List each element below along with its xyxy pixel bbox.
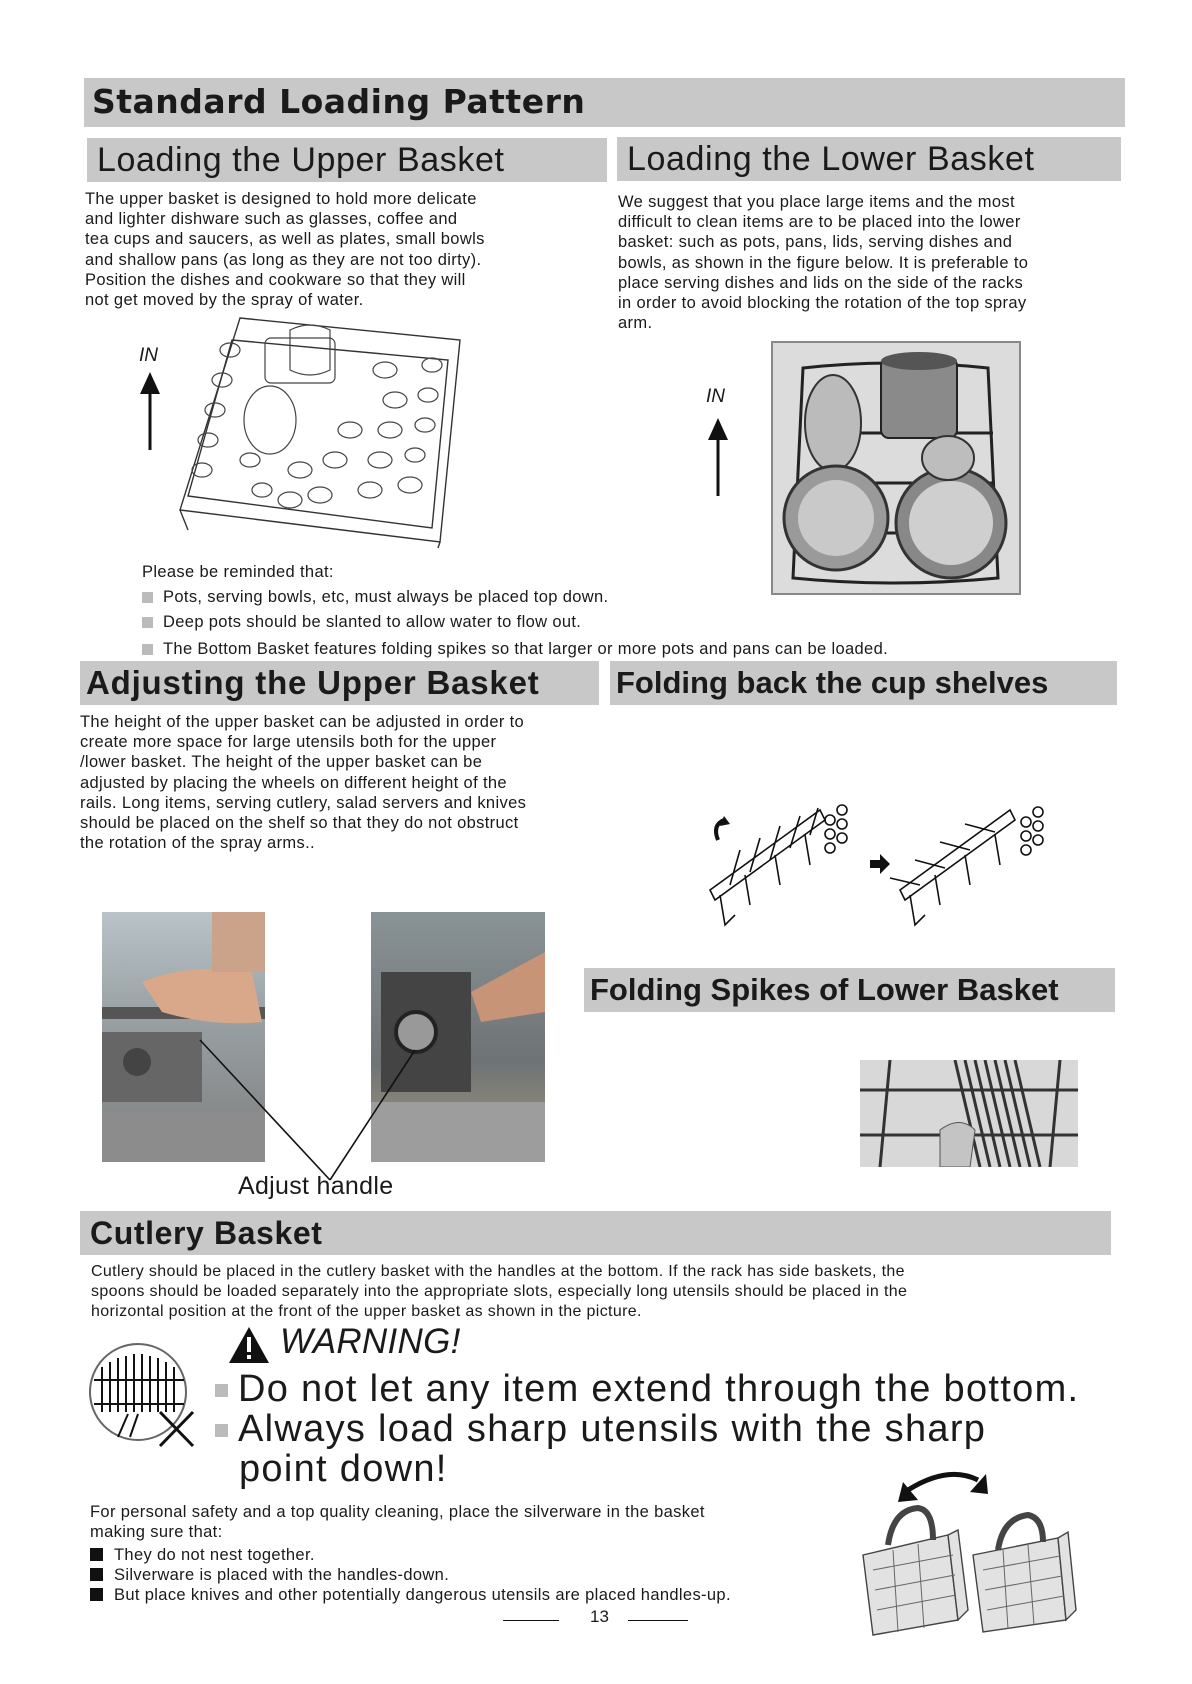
reminder-item: The Bottom Basket features folding spikes so that larger or more pots and pans can be loaded. xyxy=(142,640,888,659)
bullet-icon xyxy=(142,617,153,628)
bullet-icon xyxy=(142,592,153,603)
spikes-illustration xyxy=(860,1060,1078,1167)
reminder-item: Pots, serving bowls, etc, must always be placed top down. xyxy=(142,588,609,607)
bullet-icon xyxy=(215,1384,228,1397)
safety-item: They do not nest together. xyxy=(90,1546,315,1565)
cup-shelves-illustration xyxy=(700,790,1060,930)
upper-in-arrow-icon xyxy=(137,372,163,452)
folding-spikes-heading: Folding Spikes of Lower Basket xyxy=(584,968,1115,1012)
bullet-icon xyxy=(90,1568,103,1581)
upper-basket-text: The upper basket is designed to hold more delicate and lighter dishware such as glasses, coffee and tea cups and saucers, as well as plates, small bowls and shallow pans (as long as they are not too dirty). Position the dishes and cookware so that they will not get moved by the spray of water. xyxy=(85,190,485,310)
warning-line-1: Do not let any item extend through the bottom. xyxy=(215,1369,1079,1409)
cutlery-text: Cutlery should be placed in the cutlery basket with the handles at the bottom. If the rack has side baskets, the spoons should be loaded separately into the appropriate slots, especially long utensils should be placed in the horizontal position at the front of the upper basket as shown in the picture. xyxy=(91,1263,908,1320)
lower-in-arrow-icon xyxy=(705,418,731,498)
page-number: 13 xyxy=(590,1607,609,1626)
cup-shelves-heading: Folding back the cup shelves xyxy=(610,661,1117,705)
adjust-handle-callout-lines xyxy=(190,1035,430,1185)
page-number-rule-right xyxy=(628,1620,688,1621)
bullet-icon xyxy=(142,644,153,655)
upper-basket-heading: Loading the Upper Basket xyxy=(87,138,607,182)
lower-basket-image xyxy=(771,341,1021,595)
safety-item: But place knives and other potentially dangerous utensils are placed handles-up. xyxy=(90,1586,731,1605)
warning-title: WARNING! xyxy=(280,1322,461,1361)
warning-triangle-icon xyxy=(228,1326,270,1364)
reminder-intro: Please be reminded that: xyxy=(142,563,334,581)
lower-basket-heading: Loading the Lower Basket xyxy=(617,137,1121,181)
bullet-icon xyxy=(90,1588,103,1601)
upper-in-label: IN xyxy=(139,345,158,366)
cutlery-basket-illustration xyxy=(848,1460,1088,1640)
lower-basket-text: We suggest that you place large items and the most difficult to clean items are to be placed into the lower basket: such as pots, pans, lids, serving dishes and bowls, as shown in the figure below. It is preferable to place serving dishes and lids on the side of the racks in order to avoid blocking the rotation of the top spray arm. xyxy=(618,193,1029,333)
bullet-icon xyxy=(215,1424,228,1437)
adjusting-text: The height of the upper basket can be adjusted in order to create more space for large utensils both for the upper /lower basket. The height of the upper basket can be adjusted by placing the wheels on different height of the rails. Long items, serving cutlery, salad servers and knives should be placed on the shelf so that they do not obstruct the rotation of the spray arms.. xyxy=(80,713,527,853)
warning-line-2: Always load sharp utensils with the sharp xyxy=(215,1409,986,1449)
safety-intro: For personal safety and a top quality cleaning, place the silverware in the basket making sure that: xyxy=(90,1503,705,1542)
page-number-rule-left xyxy=(503,1620,559,1621)
safety-item: Silverware is placed with the handles-down. xyxy=(90,1566,449,1585)
lower-in-label: IN xyxy=(706,386,725,407)
adjust-handle-label: Adjust handle xyxy=(238,1172,394,1200)
cutlery-heading: Cutlery Basket xyxy=(80,1211,1111,1255)
page-title: Standard Loading Pattern xyxy=(84,78,1125,127)
folding-spikes-photo xyxy=(860,1060,1078,1167)
warning-line-3: point down! xyxy=(239,1448,448,1490)
reminder-item: Deep pots should be slanted to allow water to flow out. xyxy=(142,613,581,632)
bullet-icon xyxy=(90,1548,103,1561)
upper-basket-illustration xyxy=(170,310,470,550)
adjusting-heading: Adjusting the Upper Basket xyxy=(80,661,599,705)
pots-and-pans-illustration xyxy=(773,343,1019,593)
cutlery-no-through-bottom-icon xyxy=(88,1342,198,1452)
